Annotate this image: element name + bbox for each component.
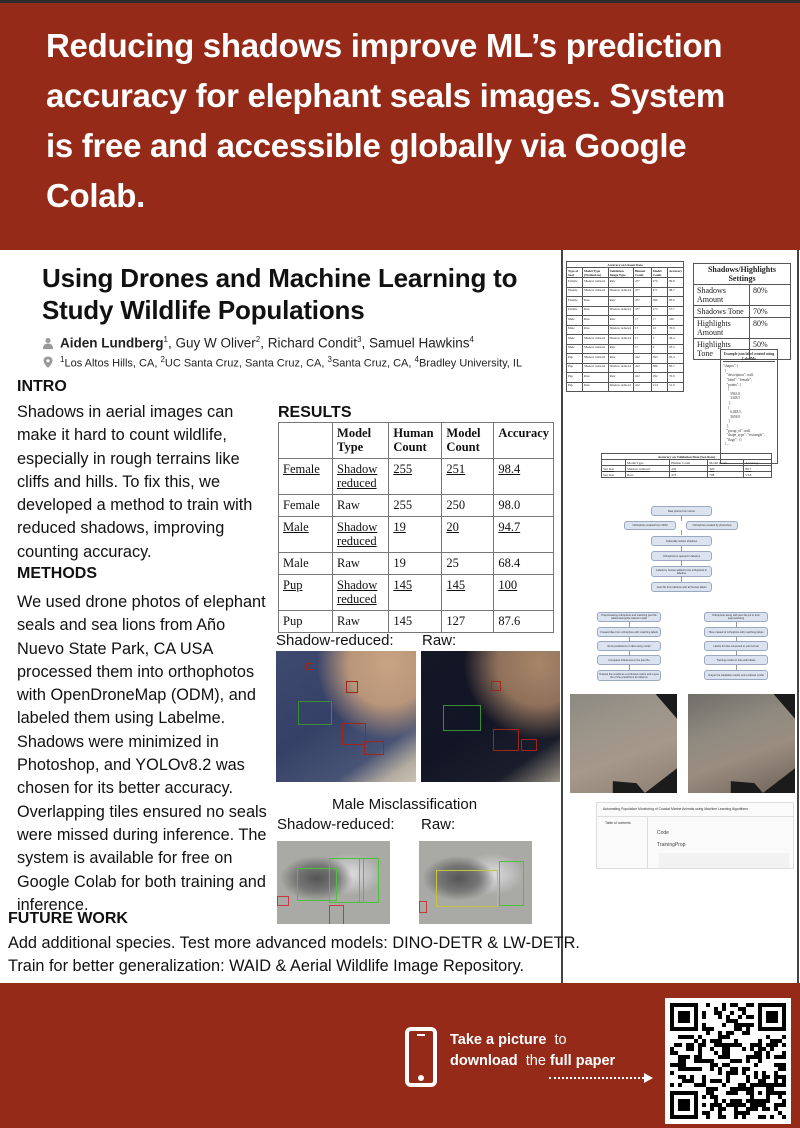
qr-code-pattern: [670, 1003, 786, 1119]
results-header-row: Model Type Human Count Model Count Accuracy: [279, 423, 554, 459]
future-work-line-1: Add additional species. Test more advanced models: DINO-DETR & LW-DETR.: [8, 934, 580, 952]
unseen-row: Female Shadow reduced Shadow reduced 477 471 98.7: [567, 287, 684, 297]
headline: Reducing shadows improve ML’s prediction accuracy for elephant seals images. System is free and accessible globally via Google Colab.: [46, 27, 725, 214]
flowchart-step: Orthophoto along with json file put in from preprocessing: [704, 612, 768, 622]
author-line: Aiden Lundberg$^1$, Guy W Oliver$^2$, Richard Condit$^3$, Samuel Hawkins$^4$: [42, 335, 474, 351]
flowchart-connector: [736, 622, 737, 627]
flowchart-step: Optionally reduce shadows: [651, 536, 712, 546]
unseen-row: Pup Raw Raw 412 292 70.9: [567, 373, 684, 383]
settings-row: Highlights Tone 50%: [694, 339, 791, 360]
author-name: Samuel Hawkins: [368, 335, 470, 351]
author-name: Richard Condit: [267, 335, 357, 351]
results-row: Pup Raw 145 127 87.6: [279, 611, 554, 633]
settings-row: Shadows Amount 80%: [694, 285, 791, 306]
results-row: Male Raw 19 25 68.4: [279, 553, 554, 575]
intro-text: Shadows in aerial images can make it hard to count wildlife, especially in rough terrains like cliffs and hills. To fix this, we developed a method to train with reduced shadows, improving counting accuracy.: [17, 403, 253, 561]
sealion-table: Accuracy on Validation Data (Sea lions) Model Type Human Count Model Count Accuracy Sea lion Shadow reduced 432 326 86.7 Sea lion Raw 473 708 53.8: [601, 453, 772, 478]
flowchart-step: Preprocessing orthophoto and matching json file added alongside trained model: [597, 612, 661, 622]
flowchart-step: Training model on tiles with labels: [704, 655, 768, 665]
sealion-row: Sea lion Shadow reduced 432 326 86.7: [602, 466, 772, 472]
flowchart-step: Json file from labelme with all human labels: [651, 582, 712, 592]
intro-heading: INTRO: [17, 378, 67, 395]
results-row: Pup Shadow reduced 145 145 100: [279, 575, 554, 611]
raw-label-2: Raw:: [421, 816, 456, 833]
methods-text: We used drone photos of elephant seals and sea lions from Año Nuevo State Park, CA USA processed them into orthophotos with OpenDroneMap (ODM), and labeled them using Labelme. Shadows were minimized in Photoshop, and YOLOv8.2 was chosen for its better accuracy. Overlapping tiles ensured no seals were missed during inference. The system is available for free on Google Colab for both training and inference.: [17, 593, 267, 914]
flowchart-connector: [629, 637, 630, 642]
cta-line-1: Take a picture to: [450, 1032, 567, 1048]
shadows-settings-wrapper: [693, 263, 791, 360]
sealion-row: Sea lion Raw 473 708 53.8: [602, 472, 772, 478]
results-heading: RESULTS: [278, 404, 352, 421]
flowchart-connector: [681, 561, 682, 566]
flowchart-step: Output the validation results and a trained model: [704, 670, 768, 680]
flowchart-connector: [681, 577, 682, 582]
future-work-heading: FUTURE WORK: [8, 910, 128, 927]
male-misclassification-label: Male Misclassification: [332, 796, 478, 813]
unseen-row: Pup Shadow reduced Raw 412 393 95.4: [567, 354, 684, 364]
shadow-reduced-photo: [276, 651, 416, 782]
unseen-data-table: Accuracy on Unseen Data Type of Seal Model Type (Trained on) Validation Image Type Human Count Model Count Accuracy Female Shadow reduced Raw 477 470 99.8 Female Shadow reduced Shadow reduced 477 471 98.7 Female Raw Raw 477 396 83.0 Female Raw Shadow reduced 477 275 57.7 Male Raw Raw 17 17 100 Male Raw Shadow reduced 17 22 70.6 Male Shadow reduced Shadow reduced 17 5 29.4 Male Shadow reduced Raw 17 4 23.5 Pup Shadow reduced Raw 412 393 95.4 Pup Shadow reduced Shadow reduced 412 386 93.7 Pup Raw Raw 412 292 70.9 Pup Raw Shadow reduced 412 214 51.9: [566, 261, 684, 392]
unseen-row: Pup Shadow reduced Shadow reduced 412 386 93.7: [567, 363, 684, 373]
flowchart-step: Tiles created of orthophoto with matching labels: [704, 627, 768, 637]
results-table: [278, 422, 554, 633]
flowchart-step: Labels for tiles converted to yolo format: [704, 641, 768, 651]
settings-row: Highlights Amount 80%: [694, 318, 791, 339]
shadow-reduced-label-2: Shadow-reduced:: [277, 816, 395, 833]
arrow-right-icon: [644, 1073, 653, 1083]
shadow-reduced-label: Shadow-reduced:: [276, 632, 394, 649]
location-pin-icon: [42, 356, 54, 368]
flowchart-step: Outputs the results as a confusion matrix and a json file of the predictions for labelme: [597, 670, 661, 681]
unseen-row: Male Shadow reduced Raw 17 4 23.5: [567, 344, 684, 354]
flowchart-step: Created tiles from orthophoto with matching labels: [597, 627, 661, 637]
flowchart-connector: [629, 651, 630, 656]
flowchart-connector: [736, 637, 737, 642]
orthophoto-shadow-reduced: [570, 694, 677, 793]
unseen-row: Female Shadow reduced Raw 477 470 99.8: [567, 278, 684, 288]
flowchart-connector: [681, 530, 682, 535]
flowchart-step: Runs predictions on tiles using model: [597, 641, 661, 651]
smartphone-icon: [405, 1027, 437, 1087]
future-work-line-2: Train for better generalization: WAID & Aerial Wildlife Image Repository.: [8, 957, 525, 975]
shadows-settings-table: Shadows/Highlights Settings Shadows Amount 80% Shadows Tone 70% Highlights Amount 80% Highlights Tone 50%: [693, 263, 791, 360]
cta-line-2: download the full paper: [450, 1053, 616, 1069]
unseen-row: Pup Raw Shadow reduced 412 214 51.9: [567, 382, 684, 392]
poster-title: Using Drones and Machine Learning to Study Wildlife Populations: [42, 263, 518, 325]
unseen-header-row: Type of Seal Model Type (Trained on) Validation Image Type Human Count Model Count Accuracy: [568, 268, 682, 277]
methods-heading: METHODS: [17, 565, 97, 582]
unseen-row: Male Raw Raw 17 17 100: [567, 316, 684, 326]
unseen-row: Male Shadow reduced Shadow reduced 17 5 29.4: [567, 335, 684, 345]
flowchart-step: Raw photos from drone: [651, 506, 712, 516]
flowchart-step: Orthophoto created from ODM: [624, 521, 676, 530]
raw-label: Raw:: [422, 632, 457, 649]
flowchart-connector: [736, 665, 737, 670]
sealion-table-wrapper: [601, 453, 772, 478]
flowchart-connector: [681, 516, 682, 521]
colab-notebook-screenshot: Automating Population Monitoring of Coastal Marine Animals using Machine Learning Algorithms Table of contents Code TrainingProp: [596, 802, 794, 869]
male-raw-photo: [419, 841, 532, 924]
male-shadow-reduced-photo: [277, 841, 390, 924]
flowchart-connector: [736, 651, 737, 656]
dotted-arrow-line: [549, 1077, 644, 1079]
settings-row: Shadows Tone 70%: [694, 306, 791, 318]
unseen-row: Female Raw Raw 477 396 83.0: [567, 297, 684, 307]
author-name: Aiden Lundberg: [60, 335, 164, 351]
results-row: Male Shadow reduced 19 20 94.7: [279, 517, 554, 553]
author-name: Guy W Oliver: [175, 335, 256, 351]
orthophoto-raw: [688, 694, 795, 793]
raw-photo: [421, 651, 560, 782]
unseen-row: Male Raw Shadow reduced 17 22 70.6: [567, 325, 684, 335]
flowchart-step: Labels by human added to the orthophoto in labelme: [651, 566, 712, 577]
json-label-example: Example json label created using LabelMe "shapes": [ { "description": null, "label": "female", "points": [ [ 5963.0, 3348.5 ], [ 6,048.5, 3658.0 ] ], "group_id": null, "shape_type": "rectangle", "flags": {} },...: [720, 349, 778, 464]
column-divider: [561, 250, 563, 983]
flowchart-step: Orthophoto created by photoshop: [686, 521, 738, 530]
flowchart-step: Compares inferences to the json file: [597, 655, 661, 665]
flowchart-connector: [681, 546, 682, 551]
affiliation-line: $^1$Los Altos Hills, CA, $^2$UC Santa Cruz, Santa Cruz, CA, $^3$Santa Cruz, CA, $^4$Bradley University, IL: [42, 355, 522, 370]
unseen-row: Female Raw Shadow reduced 477 275 57.7: [567, 306, 684, 316]
flowchart-step: Orthophoto is opened in labelme: [651, 551, 712, 561]
flowchart-connector: [629, 622, 630, 627]
flowchart-connector: [629, 665, 630, 670]
right-border: [797, 250, 799, 983]
qr-code[interactable]: [665, 998, 791, 1124]
header-banner: [0, 3, 800, 250]
results-row: Female Raw 255 250 98.0: [279, 495, 554, 517]
person-icon: [42, 337, 54, 349]
unseen-data-table-wrapper: [566, 261, 684, 392]
results-row: Female Shadow reduced 255 251 98.4: [279, 459, 554, 495]
